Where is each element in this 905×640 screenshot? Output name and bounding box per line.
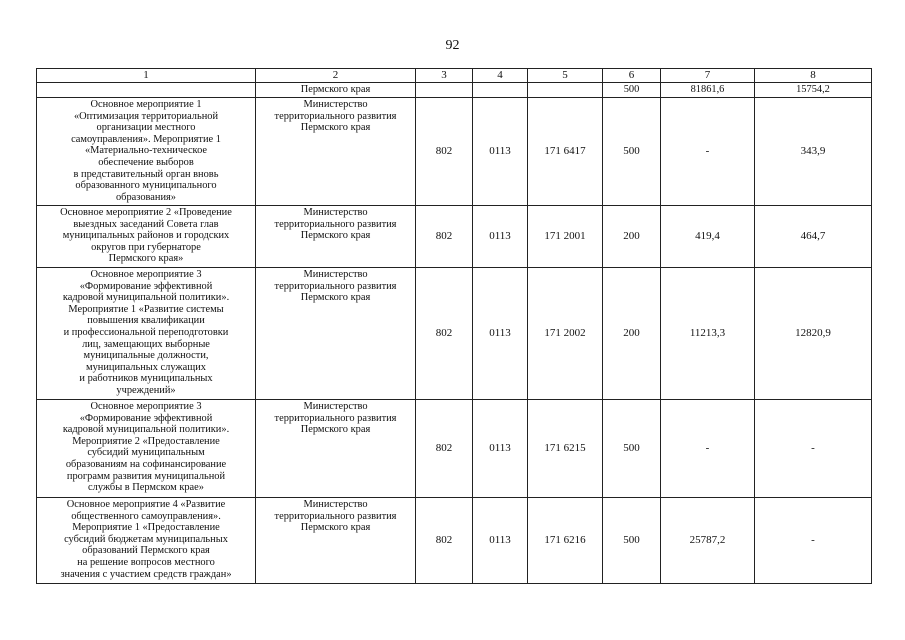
cell-amount-7: 81861,6 xyxy=(661,83,755,98)
cell-target-code: 171 2002 xyxy=(528,268,603,400)
cell-amount-8: 15754,2 xyxy=(755,83,872,98)
column-number: 5 xyxy=(528,69,603,83)
cell-section-code: 0113 xyxy=(473,400,528,498)
cell-section-code xyxy=(473,83,528,98)
cell-target-code xyxy=(528,83,603,98)
cell-name: Основное мероприятие 4 «Развитие общественного самоуправления». Мероприятие 1 «Предоставление субсидий бюджетам муниципальных образований Пермского края на решение вопросов местного значения с участием средств граждан» xyxy=(37,498,256,584)
table-row xyxy=(37,498,872,584)
cell-amount-7: 419,4 xyxy=(661,206,755,268)
cell-amount-8: 343,9 xyxy=(755,98,872,206)
table-row xyxy=(37,206,872,268)
cell-target-code: 171 6215 xyxy=(528,400,603,498)
cell-target-code: 171 2001 xyxy=(528,206,603,268)
cell-amount-7: 25787,2 xyxy=(661,498,755,584)
cell-expense-type: 500 xyxy=(603,498,661,584)
cell-name xyxy=(37,83,256,98)
column-number: 7 xyxy=(661,69,755,83)
cell-section-code: 0113 xyxy=(473,206,528,268)
cell-amount-8: - xyxy=(755,400,872,498)
cell-expense-type: 500 xyxy=(603,98,661,206)
column-number: 2 xyxy=(256,69,416,83)
cell-amount-7: - xyxy=(661,400,755,498)
cell-name: Основное мероприятие 3 «Формирование эффективной кадровой муниципальной политики». Мероприятие 2 «Предоставление субсидий муниципальным образованиям на софинансирование программ развития муниципальной службы в Пермском крае» xyxy=(37,400,256,498)
cell-section-code: 0113 xyxy=(473,98,528,206)
cell-org: Министерство территориального развития Пермского края xyxy=(256,268,416,400)
cell-org: Министерство территориального развития Пермского края xyxy=(256,498,416,584)
cell-target-code: 171 6417 xyxy=(528,98,603,206)
cell-target-code: 171 6216 xyxy=(528,498,603,584)
column-number: 6 xyxy=(603,69,661,83)
cell-ministry-code: 802 xyxy=(416,268,473,400)
cell-ministry-code: 802 xyxy=(416,498,473,584)
table-row xyxy=(37,268,872,400)
cell-section-code: 0113 xyxy=(473,268,528,400)
cell-section-code: 0113 xyxy=(473,498,528,584)
cell-name: Основное мероприятие 2 «Проведение выездных заседаний Совета глав муниципальных районов и городских округов при губернаторе Пермского края» xyxy=(37,206,256,268)
cell-amount-7: 11213,3 xyxy=(661,268,755,400)
cell-ministry-code: 802 xyxy=(416,98,473,206)
cell-amount-7: - xyxy=(661,98,755,206)
cell-expense-type: 500 xyxy=(603,83,661,98)
cell-amount-8: - xyxy=(755,498,872,584)
cell-org: Министерство территориального развития Пермского края xyxy=(256,400,416,498)
cell-expense-type: 500 xyxy=(603,400,661,498)
cell-ministry-code xyxy=(416,83,473,98)
cell-expense-type: 200 xyxy=(603,206,661,268)
cell-org: Министерство территориального развития Пермского края xyxy=(256,206,416,268)
column-number: 1 xyxy=(37,69,256,83)
page-number: 92 xyxy=(445,38,460,53)
cell-amount-8: 464,7 xyxy=(755,206,872,268)
cell-amount-8: 12820,9 xyxy=(755,268,872,400)
column-number-row xyxy=(37,69,872,83)
cell-ministry-code: 802 xyxy=(416,206,473,268)
cell-name: Основное мероприятие 1 «Оптимизация территориальной организации местного самоуправления». Мероприятие 1 «Материально-техническое обеспечение выборов в представительный орган вновь образованного муниципального образования» xyxy=(37,98,256,206)
cell-name: Основное мероприятие 3 «Формирование эффективной кадровой муниципальной политики». Мероприятие 1 «Развитие системы повышения квалификации и профессиональной переподготовки лиц, замещающих выборные муниципальные должности, муниципальных служащих и работников муниципальных учреждений» xyxy=(37,268,256,400)
column-number: 3 xyxy=(416,69,473,83)
column-number: 8 xyxy=(755,69,872,83)
cell-expense-type: 200 xyxy=(603,268,661,400)
table-row xyxy=(37,400,872,498)
table-row xyxy=(37,98,872,206)
cell-org: Министерство территориального развития Пермского края xyxy=(256,98,416,206)
cell-org: Пермского края xyxy=(256,83,416,98)
column-number: 4 xyxy=(473,69,528,83)
continuation-row xyxy=(37,83,872,98)
cell-ministry-code: 802 xyxy=(416,400,473,498)
budget-table xyxy=(36,68,872,584)
